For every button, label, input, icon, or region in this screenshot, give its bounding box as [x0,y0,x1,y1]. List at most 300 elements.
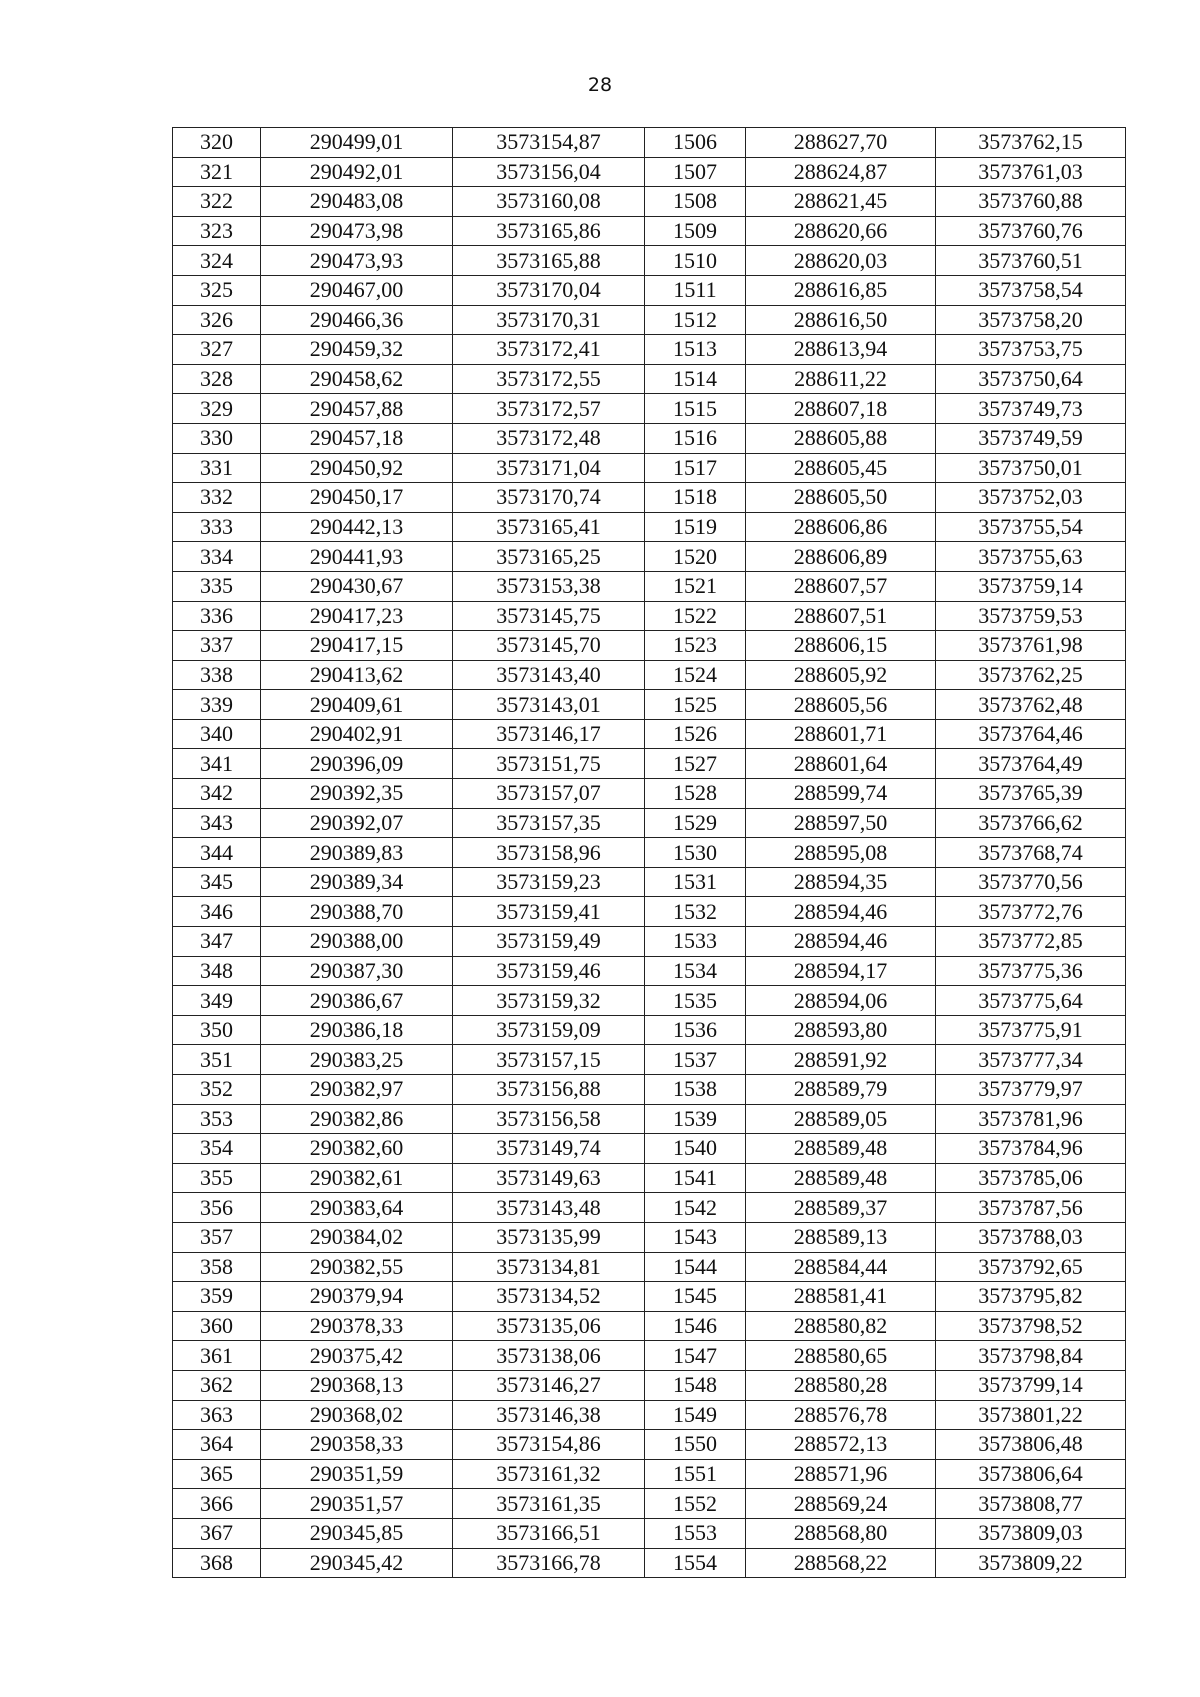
table-row [173,246,1126,276]
x-coordinate-left: 290386,18 [261,1015,453,1045]
point-number-left: 359 [173,1282,261,1312]
y-coordinate-right: 3573784,96 [936,1134,1126,1164]
point-number-right: 1544 [645,1252,746,1282]
x-coordinate-left: 290375,42 [261,1341,453,1371]
table-row [173,128,1126,158]
point-number-left: 349 [173,986,261,1016]
x-coordinate-right: 288605,88 [746,423,936,453]
point-number-right: 1538 [645,1075,746,1105]
x-coordinate-left: 290382,97 [261,1075,453,1105]
x-coordinate-right: 288597,50 [746,808,936,838]
x-coordinate-right: 288605,45 [746,453,936,483]
x-coordinate-left: 290382,60 [261,1134,453,1164]
y-coordinate-right: 3573798,52 [936,1311,1126,1341]
table-row [173,1518,1126,1548]
point-number-left: 326 [173,305,261,335]
x-coordinate-right: 288616,50 [746,305,936,335]
table-row [173,897,1126,927]
x-coordinate-left: 290409,61 [261,690,453,720]
y-coordinate-right: 3573775,91 [936,1015,1126,1045]
table-row [173,364,1126,394]
x-coordinate-left: 290382,61 [261,1163,453,1193]
point-number-left: 320 [173,128,261,158]
y-coordinate-right: 3573758,54 [936,275,1126,305]
y-coordinate-right: 3573764,49 [936,749,1126,779]
x-coordinate-right: 288611,22 [746,364,936,394]
x-coordinate-left: 290384,02 [261,1222,453,1252]
x-coordinate-right: 288605,92 [746,660,936,690]
x-coordinate-left: 290379,94 [261,1282,453,1312]
table-row [173,1104,1126,1134]
y-coordinate-left: 3573172,41 [453,335,645,365]
y-coordinate-right: 3573772,85 [936,927,1126,957]
table-row [173,1163,1126,1193]
point-number-left: 327 [173,335,261,365]
point-number-right: 1549 [645,1400,746,1430]
y-coordinate-right: 3573762,25 [936,660,1126,690]
x-coordinate-right: 288576,78 [746,1400,936,1430]
x-coordinate-left: 290358,33 [261,1430,453,1460]
point-number-left: 342 [173,779,261,809]
y-coordinate-right: 3573806,48 [936,1430,1126,1460]
point-number-right: 1522 [645,601,746,631]
y-coordinate-right: 3573749,59 [936,423,1126,453]
y-coordinate-left: 3573159,46 [453,956,645,986]
x-coordinate-left: 290441,93 [261,542,453,572]
point-number-left: 357 [173,1222,261,1252]
table-row [173,1489,1126,1519]
x-coordinate-right: 288621,45 [746,187,936,217]
x-coordinate-right: 288580,28 [746,1370,936,1400]
table-row [173,1341,1126,1371]
point-number-right: 1550 [645,1430,746,1460]
y-coordinate-right: 3573781,96 [936,1104,1126,1134]
x-coordinate-left: 290389,34 [261,867,453,897]
y-coordinate-right: 3573765,39 [936,779,1126,809]
y-coordinate-right: 3573762,15 [936,128,1126,158]
y-coordinate-right: 3573760,76 [936,216,1126,246]
x-coordinate-right: 288594,06 [746,986,936,1016]
y-coordinate-left: 3573157,35 [453,808,645,838]
point-number-left: 358 [173,1252,261,1282]
y-coordinate-right: 3573787,56 [936,1193,1126,1223]
y-coordinate-left: 3573172,55 [453,364,645,394]
x-coordinate-right: 288605,56 [746,690,936,720]
x-coordinate-right: 288584,44 [746,1252,936,1282]
table-row [173,1015,1126,1045]
point-number-right: 1539 [645,1104,746,1134]
x-coordinate-right: 288607,18 [746,394,936,424]
x-coordinate-right: 288601,71 [746,719,936,749]
x-coordinate-left: 290368,02 [261,1400,453,1430]
x-coordinate-right: 288620,66 [746,216,936,246]
table-row [173,275,1126,305]
x-coordinate-left: 290351,57 [261,1489,453,1519]
point-number-right: 1511 [645,275,746,305]
x-coordinate-right: 288572,13 [746,1430,936,1460]
x-coordinate-right: 288594,46 [746,897,936,927]
y-coordinate-right: 3573759,14 [936,571,1126,601]
y-coordinate-right: 3573752,03 [936,483,1126,513]
table-row [173,1370,1126,1400]
point-number-left: 337 [173,631,261,661]
x-coordinate-left: 290499,01 [261,128,453,158]
y-coordinate-left: 3573146,27 [453,1370,645,1400]
point-number-right: 1551 [645,1459,746,1489]
table-row [173,423,1126,453]
point-number-left: 361 [173,1341,261,1371]
x-coordinate-left: 290388,70 [261,897,453,927]
point-number-left: 363 [173,1400,261,1430]
x-coordinate-right: 288606,89 [746,542,936,572]
point-number-right: 1540 [645,1134,746,1164]
y-coordinate-left: 3573153,38 [453,571,645,601]
y-coordinate-right: 3573809,03 [936,1518,1126,1548]
x-coordinate-right: 288594,17 [746,956,936,986]
x-coordinate-left: 290450,17 [261,483,453,513]
y-coordinate-right: 3573798,84 [936,1341,1126,1371]
x-coordinate-right: 288568,22 [746,1548,936,1578]
point-number-right: 1514 [645,364,746,394]
y-coordinate-left: 3573134,81 [453,1252,645,1282]
point-number-left: 350 [173,1015,261,1045]
y-coordinate-right: 3573788,03 [936,1222,1126,1252]
point-number-right: 1554 [645,1548,746,1578]
x-coordinate-right: 288601,64 [746,749,936,779]
table-row [173,1134,1126,1164]
y-coordinate-right: 3573760,51 [936,246,1126,276]
x-coordinate-left: 290386,67 [261,986,453,1016]
x-coordinate-right: 288569,24 [746,1489,936,1519]
point-number-right: 1526 [645,719,746,749]
point-number-right: 1506 [645,128,746,158]
x-coordinate-right: 288607,57 [746,571,936,601]
y-coordinate-left: 3573156,88 [453,1075,645,1105]
point-number-right: 1524 [645,660,746,690]
point-number-right: 1534 [645,956,746,986]
y-coordinate-right: 3573758,20 [936,305,1126,335]
x-coordinate-left: 290383,64 [261,1193,453,1223]
y-coordinate-left: 3573138,06 [453,1341,645,1371]
x-coordinate-right: 288605,50 [746,483,936,513]
table-row [173,453,1126,483]
x-coordinate-left: 290473,93 [261,246,453,276]
table-row [173,867,1126,897]
point-number-left: 354 [173,1134,261,1164]
y-coordinate-left: 3573159,32 [453,986,645,1016]
table-row [173,631,1126,661]
y-coordinate-left: 3573166,51 [453,1518,645,1548]
y-coordinate-left: 3573143,48 [453,1193,645,1223]
table-row [173,1430,1126,1460]
y-coordinate-left: 3573160,08 [453,187,645,217]
point-number-left: 335 [173,571,261,601]
y-coordinate-left: 3573172,48 [453,423,645,453]
table-row [173,1193,1126,1223]
point-number-right: 1529 [645,808,746,838]
y-coordinate-right: 3573809,22 [936,1548,1126,1578]
y-coordinate-right: 3573777,34 [936,1045,1126,1075]
table-row [173,335,1126,365]
x-coordinate-left: 290473,98 [261,216,453,246]
y-coordinate-right: 3573770,56 [936,867,1126,897]
page-number: 28 [587,74,613,96]
table-row [173,838,1126,868]
x-coordinate-right: 288599,74 [746,779,936,809]
x-coordinate-right: 288616,85 [746,275,936,305]
x-coordinate-right: 288580,82 [746,1311,936,1341]
table-row [173,394,1126,424]
coordinates-table [172,127,1126,1578]
x-coordinate-right: 288624,87 [746,157,936,187]
point-number-right: 1553 [645,1518,746,1548]
y-coordinate-left: 3573143,40 [453,660,645,690]
x-coordinate-left: 290368,13 [261,1370,453,1400]
x-coordinate-left: 290387,30 [261,956,453,986]
table-row [173,749,1126,779]
point-number-left: 346 [173,897,261,927]
x-coordinate-right: 288591,92 [746,1045,936,1075]
point-number-left: 367 [173,1518,261,1548]
x-coordinate-left: 290351,59 [261,1459,453,1489]
table-row [173,1282,1126,1312]
x-coordinate-left: 290492,01 [261,157,453,187]
table-row [173,305,1126,335]
x-coordinate-left: 290388,00 [261,927,453,957]
point-number-left: 331 [173,453,261,483]
y-coordinate-right: 3573762,48 [936,690,1126,720]
point-number-left: 339 [173,690,261,720]
coordinates-table-body [173,128,1126,1578]
point-number-right: 1510 [645,246,746,276]
table-row [173,690,1126,720]
x-coordinate-right: 288613,94 [746,335,936,365]
point-number-left: 352 [173,1075,261,1105]
y-coordinate-right: 3573799,14 [936,1370,1126,1400]
x-coordinate-right: 288606,86 [746,512,936,542]
table-row [173,542,1126,572]
table-row [173,157,1126,187]
point-number-right: 1536 [645,1015,746,1045]
point-number-right: 1516 [645,423,746,453]
x-coordinate-left: 290459,32 [261,335,453,365]
point-number-left: 321 [173,157,261,187]
y-coordinate-left: 3573171,04 [453,453,645,483]
point-number-left: 338 [173,660,261,690]
point-number-right: 1533 [645,927,746,957]
y-coordinate-left: 3573165,88 [453,246,645,276]
y-coordinate-left: 3573170,04 [453,275,645,305]
table-row [173,660,1126,690]
point-number-left: 341 [173,749,261,779]
table-row [173,216,1126,246]
y-coordinate-left: 3573159,49 [453,927,645,957]
table-row [173,1252,1126,1282]
y-coordinate-left: 3573159,23 [453,867,645,897]
point-number-right: 1541 [645,1163,746,1193]
y-coordinate-left: 3573161,35 [453,1489,645,1519]
y-coordinate-left: 3573165,86 [453,216,645,246]
table-row [173,927,1126,957]
point-number-left: 348 [173,956,261,986]
point-number-left: 325 [173,275,261,305]
x-coordinate-right: 288589,79 [746,1075,936,1105]
point-number-left: 356 [173,1193,261,1223]
x-coordinate-left: 290417,23 [261,601,453,631]
x-coordinate-left: 290382,86 [261,1104,453,1134]
table-row [173,986,1126,1016]
point-number-left: 340 [173,719,261,749]
table-row [173,483,1126,513]
point-number-right: 1530 [645,838,746,868]
point-number-left: 353 [173,1104,261,1134]
y-coordinate-left: 3573146,17 [453,719,645,749]
table-row [173,1548,1126,1578]
y-coordinate-left: 3573157,15 [453,1045,645,1075]
x-coordinate-left: 290483,08 [261,187,453,217]
point-number-right: 1548 [645,1370,746,1400]
y-coordinate-right: 3573764,46 [936,719,1126,749]
point-number-left: 324 [173,246,261,276]
point-number-right: 1508 [645,187,746,217]
point-number-right: 1517 [645,453,746,483]
point-number-left: 365 [173,1459,261,1489]
point-number-right: 1537 [645,1045,746,1075]
y-coordinate-left: 3573165,41 [453,512,645,542]
point-number-right: 1521 [645,571,746,601]
x-coordinate-left: 290458,62 [261,364,453,394]
point-number-left: 330 [173,423,261,453]
x-coordinate-right: 288620,03 [746,246,936,276]
x-coordinate-right: 288589,37 [746,1193,936,1223]
y-coordinate-right: 3573755,54 [936,512,1126,542]
x-coordinate-right: 288581,41 [746,1282,936,1312]
point-number-right: 1547 [645,1341,746,1371]
x-coordinate-left: 290467,00 [261,275,453,305]
x-coordinate-right: 288627,70 [746,128,936,158]
y-coordinate-left: 3573146,38 [453,1400,645,1430]
y-coordinate-left: 3573145,75 [453,601,645,631]
point-number-right: 1509 [645,216,746,246]
table-row [173,1045,1126,1075]
point-number-left: 368 [173,1548,261,1578]
table-row [173,779,1126,809]
y-coordinate-right: 3573761,98 [936,631,1126,661]
y-coordinate-right: 3573750,64 [936,364,1126,394]
y-coordinate-right: 3573785,06 [936,1163,1126,1193]
table-row [173,1400,1126,1430]
table-row [173,808,1126,838]
x-coordinate-left: 290392,07 [261,808,453,838]
y-coordinate-right: 3573761,03 [936,157,1126,187]
y-coordinate-right: 3573772,76 [936,897,1126,927]
point-number-right: 1552 [645,1489,746,1519]
y-coordinate-right: 3573755,63 [936,542,1126,572]
point-number-right: 1518 [645,483,746,513]
y-coordinate-left: 3573135,99 [453,1222,645,1252]
x-coordinate-right: 288580,65 [746,1341,936,1371]
x-coordinate-left: 290417,15 [261,631,453,661]
y-coordinate-left: 3573143,01 [453,690,645,720]
y-coordinate-left: 3573134,52 [453,1282,645,1312]
y-coordinate-left: 3573156,04 [453,157,645,187]
x-coordinate-left: 290442,13 [261,512,453,542]
y-coordinate-left: 3573172,57 [453,394,645,424]
y-coordinate-left: 3573157,07 [453,779,645,809]
point-number-left: 336 [173,601,261,631]
point-number-right: 1542 [645,1193,746,1223]
table-row [173,1459,1126,1489]
point-number-left: 333 [173,512,261,542]
y-coordinate-left: 3573145,70 [453,631,645,661]
y-coordinate-left: 3573149,63 [453,1163,645,1193]
x-coordinate-left: 290450,92 [261,453,453,483]
y-coordinate-right: 3573766,62 [936,808,1126,838]
y-coordinate-left: 3573156,58 [453,1104,645,1134]
y-coordinate-left: 3573158,96 [453,838,645,868]
table-row [173,1075,1126,1105]
y-coordinate-left: 3573151,75 [453,749,645,779]
x-coordinate-right: 288606,15 [746,631,936,661]
point-number-left: 351 [173,1045,261,1075]
x-coordinate-right: 288595,08 [746,838,936,868]
table-row [173,1311,1126,1341]
point-number-left: 323 [173,216,261,246]
table-row [173,571,1126,601]
point-number-left: 329 [173,394,261,424]
y-coordinate-right: 3573792,65 [936,1252,1126,1282]
point-number-right: 1513 [645,335,746,365]
x-coordinate-right: 288594,46 [746,927,936,957]
point-number-right: 1531 [645,867,746,897]
table-row [173,719,1126,749]
y-coordinate-right: 3573750,01 [936,453,1126,483]
y-coordinate-right: 3573775,64 [936,986,1126,1016]
y-coordinate-right: 3573795,82 [936,1282,1126,1312]
y-coordinate-left: 3573135,06 [453,1311,645,1341]
point-number-left: 344 [173,838,261,868]
y-coordinate-left: 3573170,74 [453,483,645,513]
point-number-right: 1525 [645,690,746,720]
point-number-left: 345 [173,867,261,897]
x-coordinate-left: 290378,33 [261,1311,453,1341]
table-row [173,1222,1126,1252]
point-number-left: 334 [173,542,261,572]
y-coordinate-right: 3573808,77 [936,1489,1126,1519]
table-row [173,187,1126,217]
x-coordinate-left: 290430,67 [261,571,453,601]
x-coordinate-left: 290413,62 [261,660,453,690]
x-coordinate-left: 290402,91 [261,719,453,749]
x-coordinate-right: 288571,96 [746,1459,936,1489]
point-number-right: 1527 [645,749,746,779]
table-row [173,601,1126,631]
x-coordinate-left: 290383,25 [261,1045,453,1075]
x-coordinate-left: 290457,88 [261,394,453,424]
table-row [173,512,1126,542]
y-coordinate-left: 3573154,87 [453,128,645,158]
point-number-left: 366 [173,1489,261,1519]
y-coordinate-right: 3573775,36 [936,956,1126,986]
y-coordinate-left: 3573161,32 [453,1459,645,1489]
point-number-right: 1520 [645,542,746,572]
y-coordinate-left: 3573149,74 [453,1134,645,1164]
x-coordinate-left: 290457,18 [261,423,453,453]
x-coordinate-left: 290396,09 [261,749,453,779]
point-number-right: 1532 [645,897,746,927]
point-number-right: 1515 [645,394,746,424]
point-number-left: 362 [173,1370,261,1400]
